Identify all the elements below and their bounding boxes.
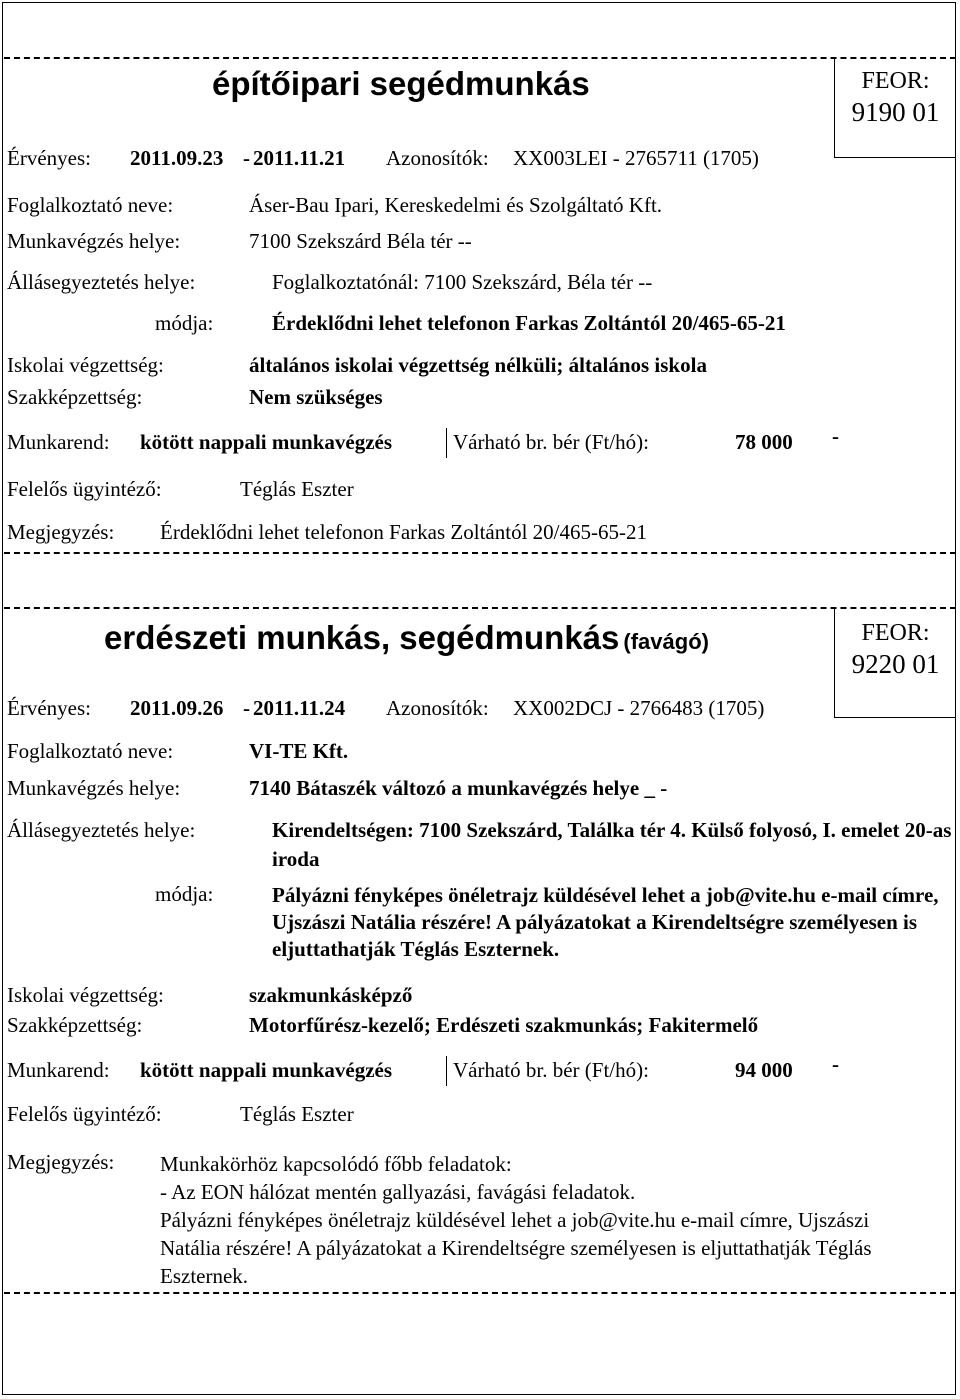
- employer-value: Áser-Bau Ipari, Kereskedelmi és Szolgáltató Kft.: [249, 193, 663, 217]
- method-value: Érdeklődni lehet telefonon Farkas Zoltántól 20/465-65-21: [272, 311, 786, 335]
- officer-label: Felelős ügyintéző:: [7, 1102, 162, 1126]
- salary-value: 78 000: [735, 430, 793, 454]
- schedule-value: kötött nappali munkavégzés: [140, 430, 393, 454]
- officer-label: Felelős ügyintéző:: [7, 477, 162, 501]
- valid-from: 2011.09.26: [130, 696, 224, 720]
- education-value: szakmunkásképző: [249, 983, 413, 1007]
- officer-value: Téglás Eszter: [240, 1102, 354, 1126]
- valid-label: Érvényes:: [7, 696, 91, 720]
- qualification-value: Nem szükséges: [249, 385, 383, 409]
- method-value: Pályázni fényképes önéletrajz küldésével lehet a job@vite.hu e-mail címre, Ujszászi Natália részére! A pályázatokat a Kirendeltségre személyesen is eljuttathatják Téglás Eszternek.: [272, 883, 939, 961]
- employer-label: Foglalkoztató neve:: [7, 739, 174, 763]
- ids-value: XX002DCJ - 2766483 (1705): [513, 696, 765, 720]
- ids-label: Azonosítók:: [386, 696, 489, 720]
- job-title-suffix: (favágó): [623, 629, 709, 654]
- note-value: Érdeklődni lehet telefonon Farkas Zoltántól 20/465-65-21: [160, 520, 647, 544]
- note-value: Munkakörhöz kapcsolódó főbb feladatok: - Az EON hálózat mentén gallyazási, favágási feladatok. Pályázni fényképes önéletrajz küldésével lehet a job@vite.hu e-mail címre, Ujszászi Natália részére! A pályázatokat a Kirendeltségre személyesen is eljuttathatják Téglás Eszternek.: [160, 1152, 872, 1288]
- qualification-label: Szakképzettség:: [7, 1013, 143, 1037]
- dashed-divider: [4, 1292, 956, 1294]
- valid-to: 2011.11.24: [253, 696, 346, 720]
- salary-dash: -: [832, 424, 839, 448]
- workplace-label: Munkavégzés helye:: [7, 229, 181, 253]
- officer-value: Téglás Eszter: [240, 477, 354, 501]
- feor-code: 9220 01: [851, 649, 940, 679]
- workplace-label: Munkavégzés helye:: [7, 776, 181, 800]
- workplace-value: 7100 Szekszárd Béla tér --: [249, 229, 472, 253]
- feor-box: [834, 58, 956, 158]
- education-value: általános iskolai végzettség nélküli; általános iskola: [249, 353, 707, 377]
- vertical-divider: [446, 1056, 447, 1086]
- salary-value: 94 000: [735, 1058, 793, 1082]
- contact-place-label: Állásegyeztetés helye:: [7, 270, 196, 294]
- valid-label: Érvényes:: [7, 146, 91, 170]
- job-title: építőipari segédmunkás: [212, 65, 590, 102]
- feor-box: [834, 608, 956, 718]
- feor-label: FEOR:: [861, 620, 930, 646]
- ids-value: XX003LEI - 2765711 (1705): [513, 146, 759, 170]
- salary-label: Várható br. bér (Ft/hó):: [453, 1058, 649, 1082]
- vertical-divider: [446, 428, 447, 458]
- valid-to: 2011.11.21: [253, 146, 346, 170]
- schedule-value: kötött nappali munkavégzés: [140, 1058, 393, 1082]
- contact-place-label: Állásegyeztetés helye:: [7, 818, 196, 842]
- employer-label: Foglalkoztató neve:: [7, 193, 174, 217]
- note-label: Megjegyzés:: [7, 1150, 115, 1174]
- education-label: Iskolai végzettség:: [7, 353, 164, 377]
- note-label: Megjegyzés:: [7, 520, 115, 544]
- valid-separator: -: [243, 696, 250, 720]
- schedule-label: Munkarend:: [7, 430, 110, 454]
- feor-code: 9190 01: [851, 97, 940, 127]
- qualification-value: Motorfűrész-kezelő; Erdészeti szakmunkás; Fakitermelő: [249, 1013, 759, 1037]
- ids-label: Azonosítók:: [386, 146, 489, 170]
- dashed-divider: [4, 552, 956, 554]
- salary-label: Várható br. bér (Ft/hó):: [453, 430, 649, 454]
- contact-place-value: Kirendeltségen: 7100 Szekszárd, Találka tér 4. Külső folyosó, I. emelet 20-as iroda: [272, 818, 952, 871]
- employer-value: VI-TE Kft.: [249, 739, 349, 763]
- schedule-label: Munkarend:: [7, 1058, 110, 1082]
- method-label: módja:: [155, 882, 214, 906]
- workplace-value: 7140 Bátaszék változó a munkavégzés helye _ -: [249, 776, 668, 800]
- valid-from: 2011.09.23: [130, 146, 224, 170]
- valid-separator: -: [243, 146, 250, 170]
- qualification-label: Szakképzettség:: [7, 385, 143, 409]
- feor-label: FEOR:: [861, 68, 930, 94]
- job-title: erdészeti munkás, segédmunkás: [104, 619, 620, 656]
- dashed-divider: [4, 57, 956, 59]
- method-label: módja:: [155, 311, 214, 335]
- job-title-line: [104, 619, 709, 657]
- education-label: Iskolai végzettség:: [7, 983, 164, 1007]
- contact-place-value: Foglalkoztatónál: 7100 Szekszárd, Béla tér --: [272, 270, 653, 294]
- dashed-divider: [4, 607, 956, 609]
- salary-dash: -: [832, 1052, 839, 1076]
